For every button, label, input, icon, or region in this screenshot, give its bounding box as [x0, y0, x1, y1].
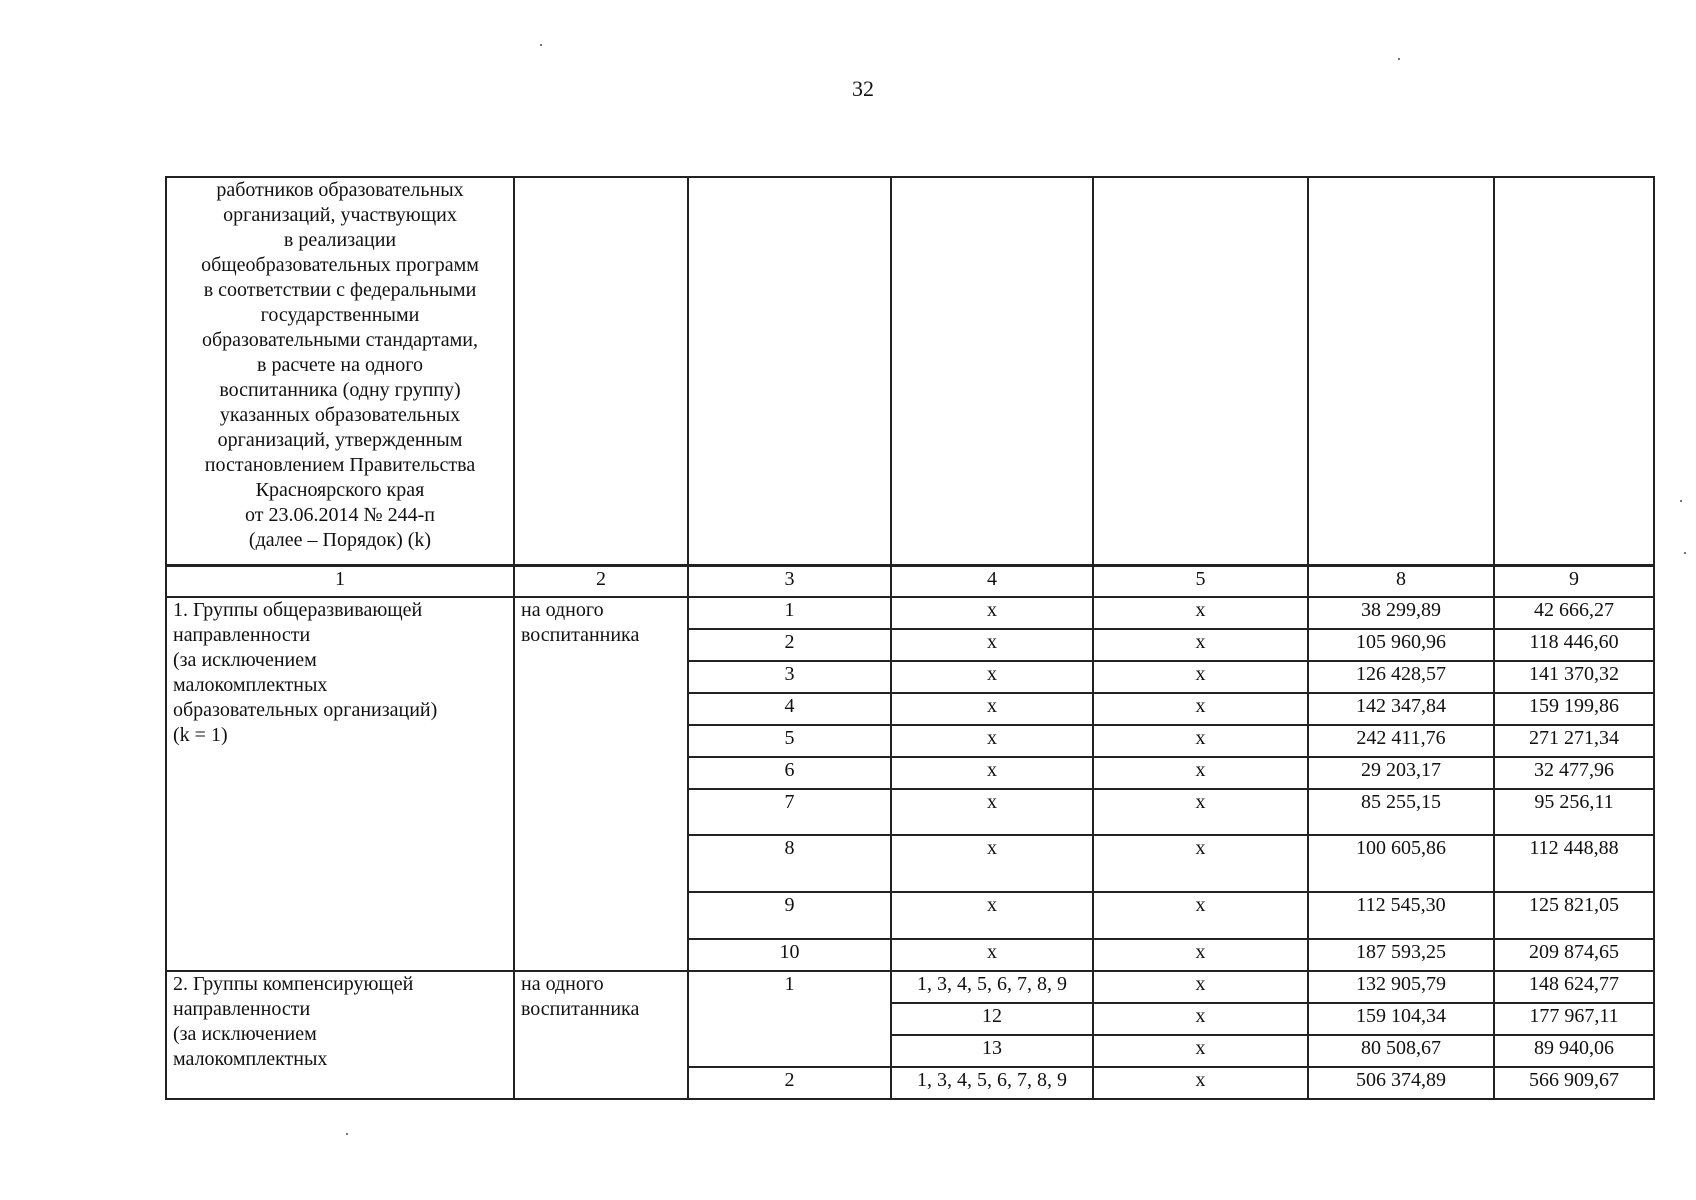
cell-c8: 506 374,89 [1308, 1067, 1494, 1099]
cell-c5: х [1093, 835, 1308, 892]
cell-c9: 125 821,05 [1494, 892, 1654, 939]
cell-c5: х [1093, 629, 1308, 661]
header-cell-3 [688, 177, 891, 565]
cell-c5: х [1093, 1067, 1308, 1099]
cell-c5: х [1093, 971, 1308, 1003]
cell-c8: 105 960,96 [1308, 629, 1494, 661]
cell-c9: 95 256,11 [1494, 789, 1654, 835]
group1-unit: на одного воспитанника [514, 597, 688, 971]
column-index: 4 [891, 565, 1093, 597]
cell-c8: 100 605,86 [1308, 835, 1494, 892]
cell-c9: 118 446,60 [1494, 629, 1654, 661]
cell-c9: 271 271,34 [1494, 725, 1654, 757]
cell-c4: х [891, 892, 1093, 939]
group2-name: 2. Группы компенсирующей направленности (за исключением малокомплектных [166, 971, 514, 1099]
cell-c5: х [1093, 939, 1308, 971]
cell-c4: 1, 3, 4, 5, 6, 7, 8, 9 [891, 1067, 1093, 1099]
scan-speck [1680, 500, 1682, 502]
cell-c8: 85 255,15 [1308, 789, 1494, 835]
cell-c8: 132 905,79 [1308, 971, 1494, 1003]
cell-c5: х [1093, 1003, 1308, 1035]
cell-c3: 2 [688, 1067, 891, 1099]
scan-speck [1398, 58, 1400, 60]
cell-c4: х [891, 725, 1093, 757]
cell-c4: х [891, 835, 1093, 892]
cell-c3: 5 [688, 725, 891, 757]
cell-c9: 141 370,32 [1494, 661, 1654, 693]
cell-c3: 1 [688, 971, 891, 1067]
cell-c4: 12 [891, 1003, 1093, 1035]
column-index: 1 [166, 565, 514, 597]
group2-unit: на одного воспитанника [514, 971, 688, 1099]
cell-c9: 159 199,86 [1494, 693, 1654, 725]
tariff-table [165, 176, 1655, 1100]
cell-c4: х [891, 629, 1093, 661]
scan-speck [1684, 552, 1686, 554]
cell-c4: х [891, 597, 1093, 629]
cell-c3: 2 [688, 629, 891, 661]
cell-c3: 8 [688, 835, 891, 892]
cell-c9: 148 624,77 [1494, 971, 1654, 1003]
cell-c8: 112 545,30 [1308, 892, 1494, 939]
cell-c4: х [891, 939, 1093, 971]
cell-c3: 10 [688, 939, 891, 971]
cell-c4: х [891, 757, 1093, 789]
scan-speck [540, 44, 542, 46]
cell-c9: 177 967,11 [1494, 1003, 1654, 1035]
cell-c3: 3 [688, 661, 891, 693]
cell-c5: х [1093, 757, 1308, 789]
cell-c4: х [891, 693, 1093, 725]
scan-speck [346, 1133, 348, 1135]
column-index-row [166, 565, 1654, 597]
cell-c9: 42 666,27 [1494, 597, 1654, 629]
table-row [166, 971, 1654, 1003]
header-cell-2 [514, 177, 688, 565]
cell-c8: 126 428,57 [1308, 661, 1494, 693]
cell-c5: х [1093, 1035, 1308, 1067]
header-cell-4 [891, 177, 1093, 565]
header-description: работников образовательных организаций, участвующих в реализации общеобразовательных программ в соответствии с федеральными государственными образовательными стандартами, в расчете на одного воспитанника (одну группу) указанных образовательных организаций, утвержденным постановлением Правительства Красноярского края от 23.06.2014 № 244-п (далее – Порядок) (k) [166, 177, 514, 565]
column-index: 2 [514, 565, 688, 597]
header-cell-5 [1093, 177, 1308, 565]
cell-c3: 6 [688, 757, 891, 789]
table-row [166, 597, 1654, 629]
cell-c9: 32 477,96 [1494, 757, 1654, 789]
column-index: 8 [1308, 565, 1494, 597]
cell-c8: 187 593,25 [1308, 939, 1494, 971]
column-index: 9 [1494, 565, 1654, 597]
cell-c9: 89 940,06 [1494, 1035, 1654, 1067]
header-cell-9 [1494, 177, 1654, 565]
cell-c5: х [1093, 693, 1308, 725]
cell-c5: х [1093, 789, 1308, 835]
header-cell-8 [1308, 177, 1494, 565]
cell-c3: 1 [688, 597, 891, 629]
cell-c5: х [1093, 892, 1308, 939]
cell-c4: х [891, 789, 1093, 835]
cell-c8: 159 104,34 [1308, 1003, 1494, 1035]
cell-c3: 9 [688, 892, 891, 939]
cell-c9: 566 909,67 [1494, 1067, 1654, 1099]
cell-c8: 38 299,89 [1308, 597, 1494, 629]
cell-c5: х [1093, 597, 1308, 629]
column-index: 5 [1093, 565, 1308, 597]
page-number: 32 [852, 76, 874, 101]
cell-c9: 112 448,88 [1494, 835, 1654, 892]
cell-c8: 142 347,84 [1308, 693, 1494, 725]
cell-c8: 242 411,76 [1308, 725, 1494, 757]
cell-c8: 80 508,67 [1308, 1035, 1494, 1067]
cell-c3: 4 [688, 693, 891, 725]
cell-c5: х [1093, 661, 1308, 693]
group1-name: 1. Группы общеразвивающей направленности (за исключением малокомплектных образовательных организаций) (k = 1) [166, 597, 514, 971]
cell-c3: 7 [688, 789, 891, 835]
column-index: 3 [688, 565, 891, 597]
cell-c4: 1, 3, 4, 5, 6, 7, 8, 9 [891, 971, 1093, 1003]
cell-c5: х [1093, 725, 1308, 757]
cell-c9: 209 874,65 [1494, 939, 1654, 971]
cell-c4: 13 [891, 1035, 1093, 1067]
header-row [166, 177, 1654, 565]
cell-c4: х [891, 661, 1093, 693]
cell-c8: 29 203,17 [1308, 757, 1494, 789]
